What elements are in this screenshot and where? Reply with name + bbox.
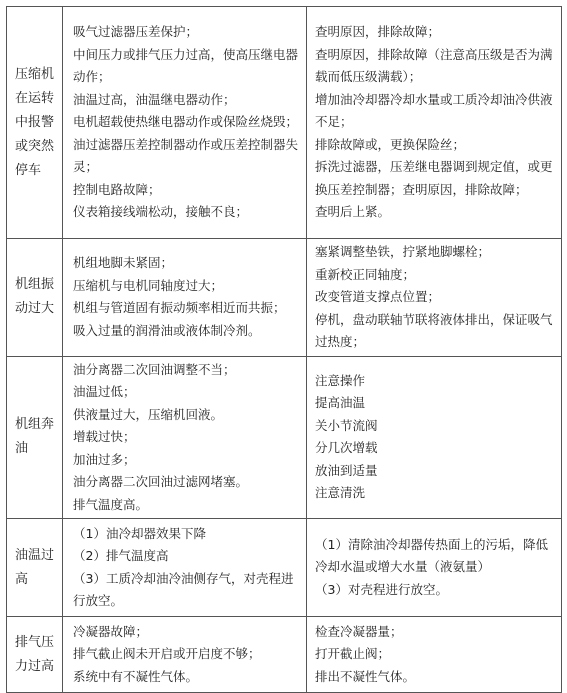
- cause-line: 加油过多；: [73, 451, 136, 467]
- fix-line: （3）对壳程进行放空。: [315, 581, 448, 597]
- cause-line: 仪表箱接线端松动，接触不良；: [73, 204, 249, 220]
- fix-line: 查明原因，排除故障（注意高压级是否为满载而低压级满载）；: [315, 46, 553, 85]
- cause-cell: [63, 356, 307, 519]
- fix-line: 停机，盘动联轴节联将液体排出，保证吸气过热度；: [315, 311, 553, 349]
- cause-line: 供液量过大，压缩机回液。: [73, 406, 224, 422]
- fault-table-body: [7, 7, 562, 693]
- cause-line: 排气截止阀未开启或开启度不够；: [73, 646, 261, 662]
- cause-line: 电机超载使热继电器动作或保险丝烧毁；: [73, 114, 299, 130]
- cause-line: 增载过快；: [73, 429, 136, 444]
- table-row: [7, 7, 562, 239]
- cause-line: 油分离器二次回油过滤网堵塞。: [73, 474, 249, 489]
- fault-table-container: [6, 6, 561, 693]
- fix-line: 增加油冷却器冷却水量或工质冷却油冷供液不足；: [315, 91, 553, 130]
- fix-cell: [307, 519, 562, 617]
- cause-line: （2）排气温度高: [73, 548, 169, 563]
- fix-line: 改变管道支撑点位置；: [315, 289, 441, 304]
- cause-line: 压缩机与电机同轴度过大；: [73, 277, 224, 293]
- cause-line: 控制电路故障；: [73, 181, 161, 197]
- cause-line: 机组与管道固有振动频率相近而共振；: [73, 300, 286, 316]
- fix-line: 查明后上紧。: [315, 204, 391, 220]
- cause-line: 油温过低；: [73, 384, 136, 399]
- fix-line: 排除故障或，更换保险丝；: [315, 136, 466, 152]
- cause-line: 系统中有不凝性气体。: [73, 668, 199, 684]
- fix-line: 查明原因，排除故障；: [315, 24, 441, 40]
- cause-line: 吸入过量的润滑油或液体制冷剂。: [73, 322, 261, 338]
- cause-line: 油温过高，油温继电器动作；: [73, 91, 236, 107]
- fix-cell: [307, 356, 562, 519]
- fix-line: （1）清除油冷却器传热面上的污垢，降低冷却水温或增大水量（液氨量）: [315, 536, 548, 575]
- fault-cell: 排气压力过高: [7, 617, 63, 693]
- fix-line: 分几次增载: [315, 440, 378, 456]
- cause-line: 吸气过滤器压差保护；: [73, 24, 199, 40]
- fix-line: 放油到适量: [315, 462, 378, 478]
- fix-cell: [307, 7, 562, 239]
- fix-line: 关小节流阀: [315, 417, 378, 433]
- fault-cell: 压缩机在运转中报警或突然停车: [7, 7, 63, 239]
- fix-line: 提高油温: [315, 395, 366, 411]
- table-row: [7, 519, 562, 617]
- table-row: [7, 356, 562, 519]
- fix-line: 打开截止阀；: [315, 646, 391, 662]
- fault-cell: 油温过高: [7, 519, 63, 617]
- cause-line: 机组地脚未紧固；: [73, 255, 174, 271]
- cause-line: （1）油冷却器效果下降: [73, 525, 206, 541]
- cause-cell: [63, 7, 307, 239]
- fix-line: 注意操作: [315, 372, 366, 388]
- cause-line: 油分离器二次回油调整不当；: [73, 361, 236, 377]
- cause-line: 冷凝器故障；: [73, 623, 149, 639]
- fix-cell: [307, 239, 562, 357]
- cause-line: 中间压力或排气压力过高，使高压继电器动作；: [73, 46, 299, 85]
- cause-line: 排气温度高。: [73, 496, 149, 512]
- fix-line: 排出不凝性气体。: [315, 668, 416, 684]
- fix-line: 塞紧调整垫铁，拧紧地脚螺栓；: [315, 244, 491, 259]
- fault-cell: 机组奔油: [7, 356, 63, 519]
- fix-cell: [307, 617, 562, 693]
- table-row: [7, 239, 562, 357]
- cause-line: 油过滤器压差控制器动作或压差控制器失灵；: [73, 136, 299, 175]
- fix-line: 检查冷凝器量；: [315, 623, 403, 639]
- fix-line: 重新校正同轴度；: [315, 266, 416, 282]
- cause-cell: [63, 239, 307, 357]
- cause-cell: [63, 519, 307, 617]
- table-row: [7, 617, 562, 693]
- fault-table: [6, 6, 562, 693]
- cause-cell: [63, 617, 307, 693]
- fault-cell: 机组振动过大: [7, 239, 63, 357]
- cause-line: （3）工质冷却油冷油侧存气，对壳程进行放空。: [73, 570, 294, 608]
- fix-line: 注意清洗: [315, 485, 366, 501]
- fix-line: 拆洗过滤器，压差继电器调到规定值，或更换压差控制器；查明原因，排除故障；: [315, 159, 553, 197]
